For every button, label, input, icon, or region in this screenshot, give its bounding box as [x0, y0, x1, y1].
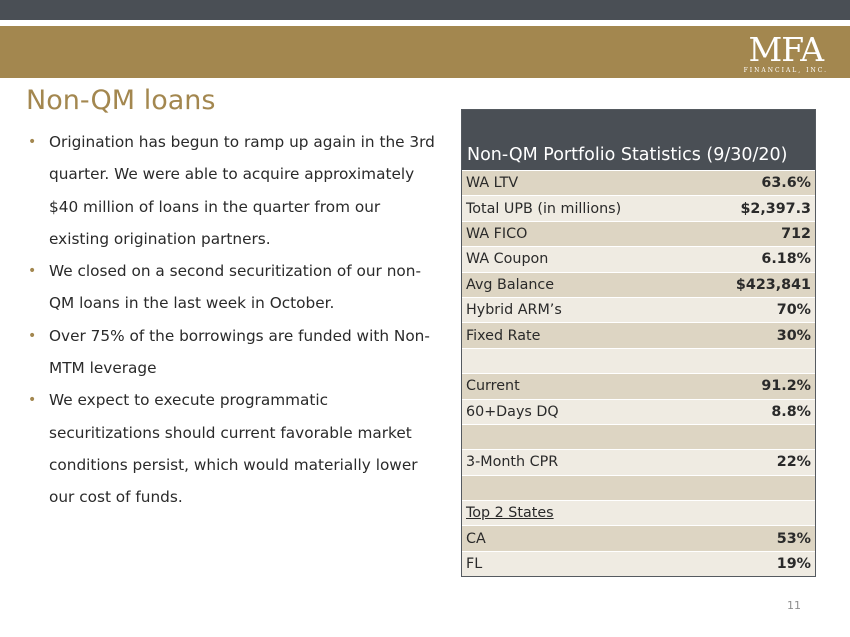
stats-row-top-2-states: [462, 500, 815, 525]
bullet-text: We closed on a second securitization of our non-QM loans in the last week in October.: [49, 262, 421, 313]
stat-label: WA LTV: [466, 175, 519, 192]
bullet-dot-icon: •: [28, 134, 37, 150]
stat-label: Fixed Rate: [466, 327, 541, 344]
logo-main-text: MFA: [748, 30, 824, 69]
bullet-list: [26, 126, 436, 514]
stats-row-3-month-cpr: [462, 449, 815, 474]
bullet-dot-icon: •: [28, 327, 37, 344]
stat-label: Total UPB (in millions): [466, 200, 622, 217]
logo-sub-text: FINANCIAL, INC.: [743, 67, 828, 74]
bullet-item: [26, 255, 436, 320]
header-gold-band: [0, 26, 850, 78]
stat-value: 53%: [776, 530, 811, 547]
stat-value: 70%: [776, 302, 811, 319]
stat-label: FL: [466, 556, 483, 573]
stat-value: 63.6%: [761, 175, 811, 192]
stats-row-wa-ltv: [462, 170, 815, 195]
stats-row-fl: [462, 551, 815, 576]
bullet-text: Origination has begun to ramp up again in the 3rd quarter. We were able to acquire approximately $40 million of loans in the quarter from our existing origination partners.: [49, 133, 435, 248]
stats-row-spacer: [462, 475, 815, 500]
stat-value: $2,397.3: [740, 200, 811, 217]
stat-label: Top 2 States: [466, 505, 554, 522]
stats-row-fixed-rate: [462, 322, 815, 347]
stat-label: Avg Balance: [466, 276, 555, 293]
stat-value: 712: [781, 225, 811, 242]
bullet-text: Over 75% of the borrowings are funded with Non-MTM leverage: [49, 326, 430, 378]
stat-label: WA Coupon: [466, 251, 549, 268]
stats-table-title: Non-QM Portfolio Statistics (9/30/20): [462, 110, 815, 170]
stats-row-wa-coupon: [462, 246, 815, 271]
stat-value: 22%: [776, 454, 811, 471]
stat-value: $423,841: [735, 276, 811, 293]
bullet-item: [26, 320, 436, 385]
bullet-text: We expect to execute programmatic securitizations should current favorable market conditions persist, which would materially lower our cost of funds.: [49, 391, 418, 507]
stat-label: WA FICO: [466, 225, 528, 242]
stat-label: Current: [466, 378, 520, 395]
stat-value: 19%: [776, 556, 811, 573]
stat-value: 91.2%: [761, 378, 811, 395]
stats-row-total-upb: [462, 195, 815, 220]
stats-row-spacer: [462, 348, 815, 373]
top-dark-band: [0, 0, 850, 20]
stat-value: 6.18%: [761, 251, 811, 268]
stat-label: CA: [466, 530, 486, 547]
page-number: 11: [787, 599, 801, 612]
bullet-dot-icon: •: [28, 392, 37, 409]
portfolio-stats-table: [461, 109, 816, 577]
stat-label: 60+Days DQ: [466, 403, 559, 420]
stats-row-60-days-dq: [462, 399, 815, 424]
stat-label: 3-Month CPR: [466, 454, 559, 471]
stats-row-current: [462, 373, 815, 398]
stat-value: 8.8%: [771, 403, 811, 420]
bullet-item: [26, 126, 436, 255]
slide-title: Non-QM loans: [26, 85, 216, 116]
stats-row-hybrid-arms: [462, 297, 815, 322]
bullet-dot-icon: •: [28, 263, 37, 280]
company-logo: [743, 30, 828, 74]
stats-row-ca: [462, 525, 815, 550]
stats-row-spacer: [462, 424, 815, 449]
stat-value: 30%: [776, 327, 811, 344]
stats-row-wa-fico: [462, 221, 815, 246]
stat-label: Hybrid ARM’s: [466, 302, 562, 319]
bullet-item: [26, 384, 436, 513]
stats-row-avg-balance: [462, 272, 815, 297]
